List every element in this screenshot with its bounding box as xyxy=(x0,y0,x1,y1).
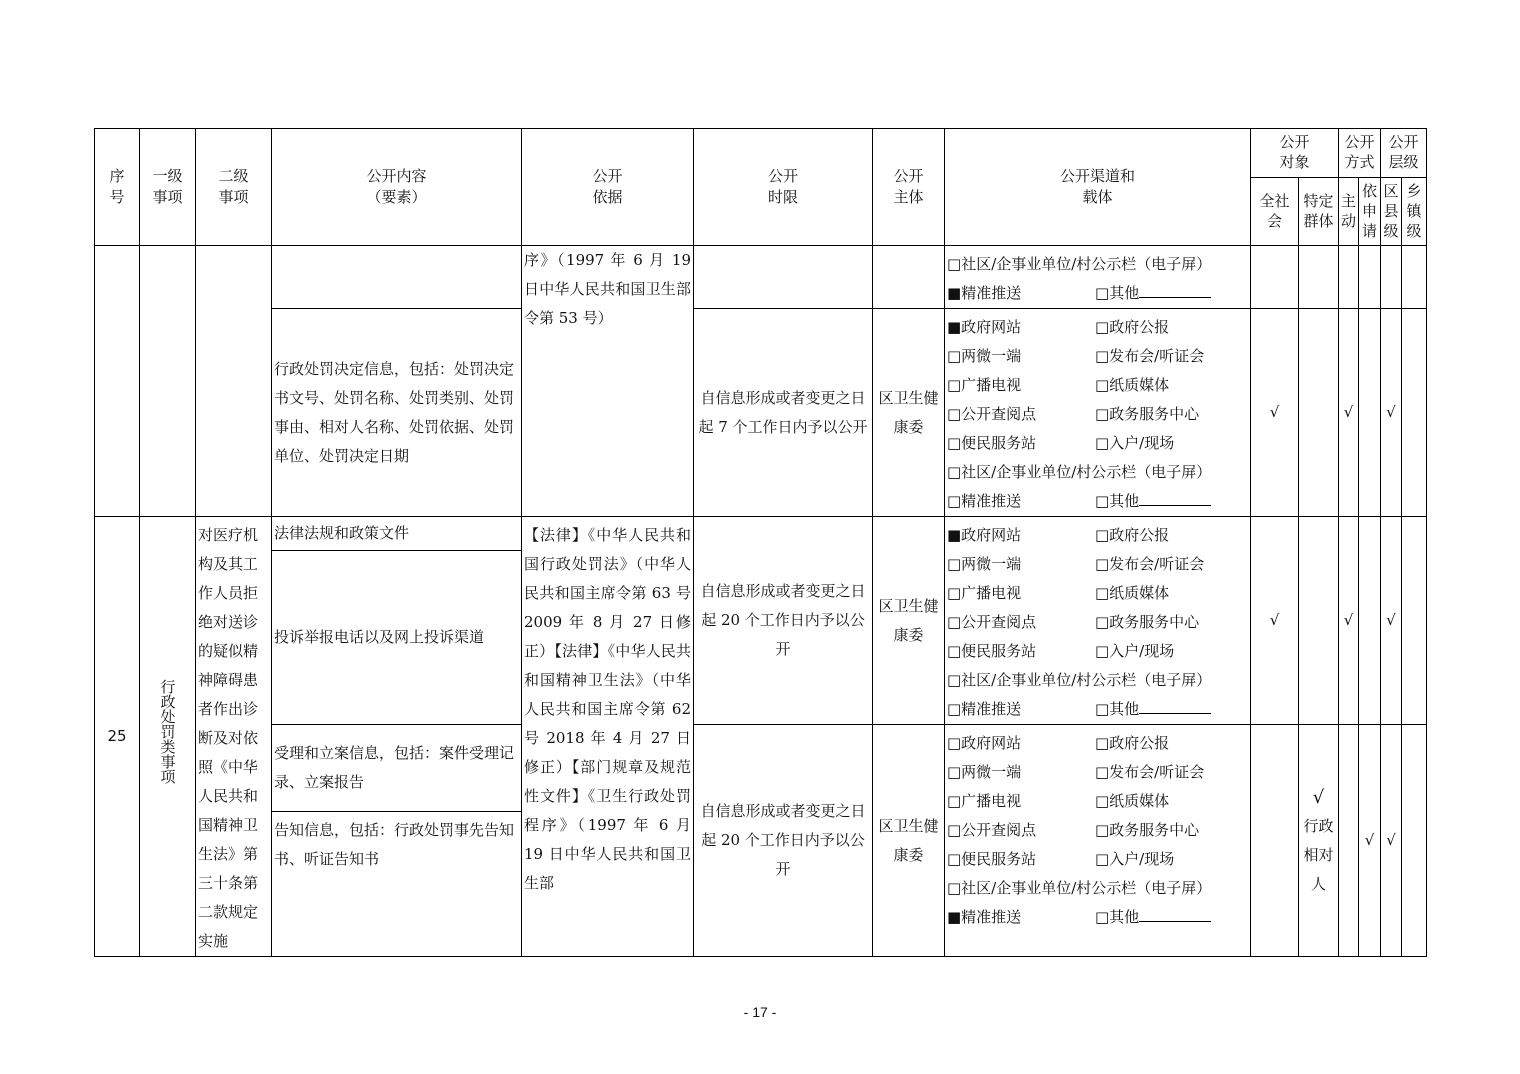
channel-option-two_micro: □两微一端 xyxy=(947,347,1022,365)
channel-option-bulletin: □社区/企事业单位/村公示栏（电子屏） xyxy=(947,671,1212,689)
channel-option-door: □入户/现场 xyxy=(1095,642,1175,660)
channel-cell xyxy=(945,309,1251,517)
channel-option-public_read: □公开查阅点 xyxy=(947,821,1037,839)
channel-option-other: □其他 xyxy=(1095,695,1211,724)
header-time-limit: 公开时限 xyxy=(694,129,873,246)
content-filing: 受理和立案信息，包括：案件受理记录、立案报告 xyxy=(272,725,522,812)
channel-option-precise: □精准推送 xyxy=(947,700,1022,718)
page-number: - 17 - xyxy=(743,1004,777,1020)
header-level2: 二级事项 xyxy=(196,129,272,246)
channel-option-convenience: □便民服务站 xyxy=(947,850,1037,868)
header-level1: 一级事项 xyxy=(140,129,196,246)
header-level-town: 乡镇级 xyxy=(1402,178,1427,246)
channel-option-other: □其他 xyxy=(1095,903,1211,932)
channel-option-door: □入户/现场 xyxy=(1095,850,1175,868)
header-target: 公开对象 xyxy=(1251,129,1339,178)
channel-option-gov_gazette: □政府公报 xyxy=(1095,526,1170,544)
tick-level-county: √ xyxy=(1381,309,1402,517)
table-header xyxy=(95,129,1427,246)
header-target-all: 全社会 xyxy=(1251,178,1299,246)
channel-option-convenience: □便民服务站 xyxy=(947,434,1037,452)
header-target-specific: 特定群体 xyxy=(1299,178,1339,246)
channel-option-convenience: □便民服务站 xyxy=(947,642,1037,660)
time-limit-cell: 自信息形成或者变更之日起 20 个工作日内予以公开 xyxy=(694,725,873,957)
channel-cell: □社区/企事业单位/村公示栏（电子屏） ■精准推送 □其他 xyxy=(945,246,1251,309)
tick-level-county: √ xyxy=(1381,725,1402,957)
subject-cell: 区卫生健康委 xyxy=(873,517,945,725)
channel-cell xyxy=(945,517,1251,725)
channel-option-broadcast: □广播电视 xyxy=(947,792,1022,810)
channel-option-gov_site: ■政府网站 xyxy=(947,318,1022,336)
content-complaint: 投诉举报电话以及网上投诉渠道 xyxy=(272,551,522,725)
channel-cell xyxy=(945,725,1251,957)
channel-option-broadcast: □广播电视 xyxy=(947,376,1022,394)
subject-cell: 区卫生健康委 xyxy=(873,309,945,517)
channel-option-door: □入户/现场 xyxy=(1095,434,1175,452)
channel-option-press: □发布会/听证会 xyxy=(1095,347,1205,365)
channel-option-public_read: □公开查阅点 xyxy=(947,405,1037,423)
channel-option-gov_site: ■政府网站 xyxy=(947,526,1022,544)
channel-option-paper: □纸质媒体 xyxy=(1095,792,1170,810)
channel-option-bulletin: □社区/企事业单位/村公示栏（电子屏） xyxy=(947,879,1212,897)
table-row xyxy=(95,517,1427,551)
channel-option-paper: □纸质媒体 xyxy=(1095,376,1170,394)
channel-option-service_center: □政务服务中心 xyxy=(1095,821,1200,839)
header-level: 公开层级 xyxy=(1381,129,1427,178)
header-method-active: 主动 xyxy=(1339,178,1359,246)
channel-option-press: □发布会/听证会 xyxy=(1095,763,1205,781)
channel-option-gov_gazette: □政府公报 xyxy=(1095,318,1170,336)
channel-option-bulletin: □社区/企事业单位/村公示栏（电子屏） xyxy=(947,463,1212,481)
content-notice: 告知信息，包括：行政处罚事先告知书、听证告知书 xyxy=(272,811,522,956)
tick-target-all: √ xyxy=(1251,517,1299,725)
header-content: 公开内容（要素） xyxy=(272,129,522,246)
basis-continuation: 序》（1997 年 6 月 19 日中华人民共和国卫生部令第 53 号） xyxy=(522,246,694,517)
header-seq: 序号 xyxy=(95,129,140,246)
tick-method-active: √ xyxy=(1339,309,1359,517)
level1-cell: 行政处罚类事项 xyxy=(140,517,196,957)
tick-target-specific: √ xyxy=(1312,786,1325,808)
header-method: 公开方式 xyxy=(1339,129,1381,178)
channel-option-paper: □纸质媒体 xyxy=(1095,584,1170,602)
tick-target-all: √ xyxy=(1251,309,1299,517)
header-channel: 公开渠道和载体 xyxy=(945,129,1251,246)
channel-option-two_micro: □两微一端 xyxy=(947,555,1022,573)
seq-cell: 25 xyxy=(95,517,140,957)
channel-option-service_center: □政务服务中心 xyxy=(1095,613,1200,631)
channel-option-two_micro: □两微一端 xyxy=(947,763,1022,781)
channel-option-broadcast: □广播电视 xyxy=(947,584,1022,602)
channel-option-other: □其他 xyxy=(1095,487,1211,516)
subject-cell: 区卫生健康委 xyxy=(873,725,945,957)
header-level-county: 区县级 xyxy=(1381,178,1402,246)
channel-option-press: □发布会/听证会 xyxy=(1095,555,1205,573)
content-decision-info: 行政处罚决定信息，包括：处罚决定书文号、处罚名称、处罚类别、处罚事由、相对人名称、处罚依据、处罚单位、处罚决定日期 xyxy=(272,309,522,517)
time-limit-cell: 自信息形成或者变更之日起 7 个工作日内予以公开 xyxy=(694,309,873,517)
channel-option-public_read: □公开查阅点 xyxy=(947,613,1037,631)
tick-level-county: √ xyxy=(1381,517,1402,725)
specific-group-cell: √ 行政相对人 xyxy=(1299,725,1339,957)
channel-option-precise: ■精准推送 xyxy=(947,908,1022,926)
time-limit-cell: 自信息形成或者变更之日起 20 个工作日内予以公开 xyxy=(694,517,873,725)
header-subject: 公开主体 xyxy=(873,129,945,246)
disclosure-table xyxy=(94,128,1427,957)
tick-method-active: √ xyxy=(1339,517,1359,725)
basis-cell: 【法律】《中华人民共和国行政处罚法》（中华人民共和国主席令第 63 号 2009 年 8 月 27 日修正）【法律】《中华人民共和国精神卫生法》（中华人民共和国主席令第 62 号 2018 年 4 月 27 日修正）【部门规章及规范性文件】《卫生行政处罚程序》（1997 年 6 月 19 日中华人民共和国卫生部 xyxy=(522,517,694,957)
table-row xyxy=(95,309,1427,517)
header-method-apply: 依申请 xyxy=(1359,178,1381,246)
level2-cell: 对医疗机构及其工作人员拒绝对送诊的疑似精神障碍患者作出诊断及对依照《中华人民共和国精神卫生法》第三十条第二款规定实施 xyxy=(196,517,272,957)
channel-option-gov_site: □政府网站 xyxy=(947,734,1022,752)
tick-method-apply: √ xyxy=(1359,725,1381,957)
table-row xyxy=(95,246,1427,309)
channel-option-precise: □精准推送 xyxy=(947,492,1022,510)
content-laws: 法律法规和政策文件 xyxy=(272,517,522,551)
table-row xyxy=(95,725,1427,812)
header-basis: 公开依据 xyxy=(522,129,694,246)
channel-option-gov_gazette: □政府公报 xyxy=(1095,734,1170,752)
channel-option-service_center: □政务服务中心 xyxy=(1095,405,1200,423)
